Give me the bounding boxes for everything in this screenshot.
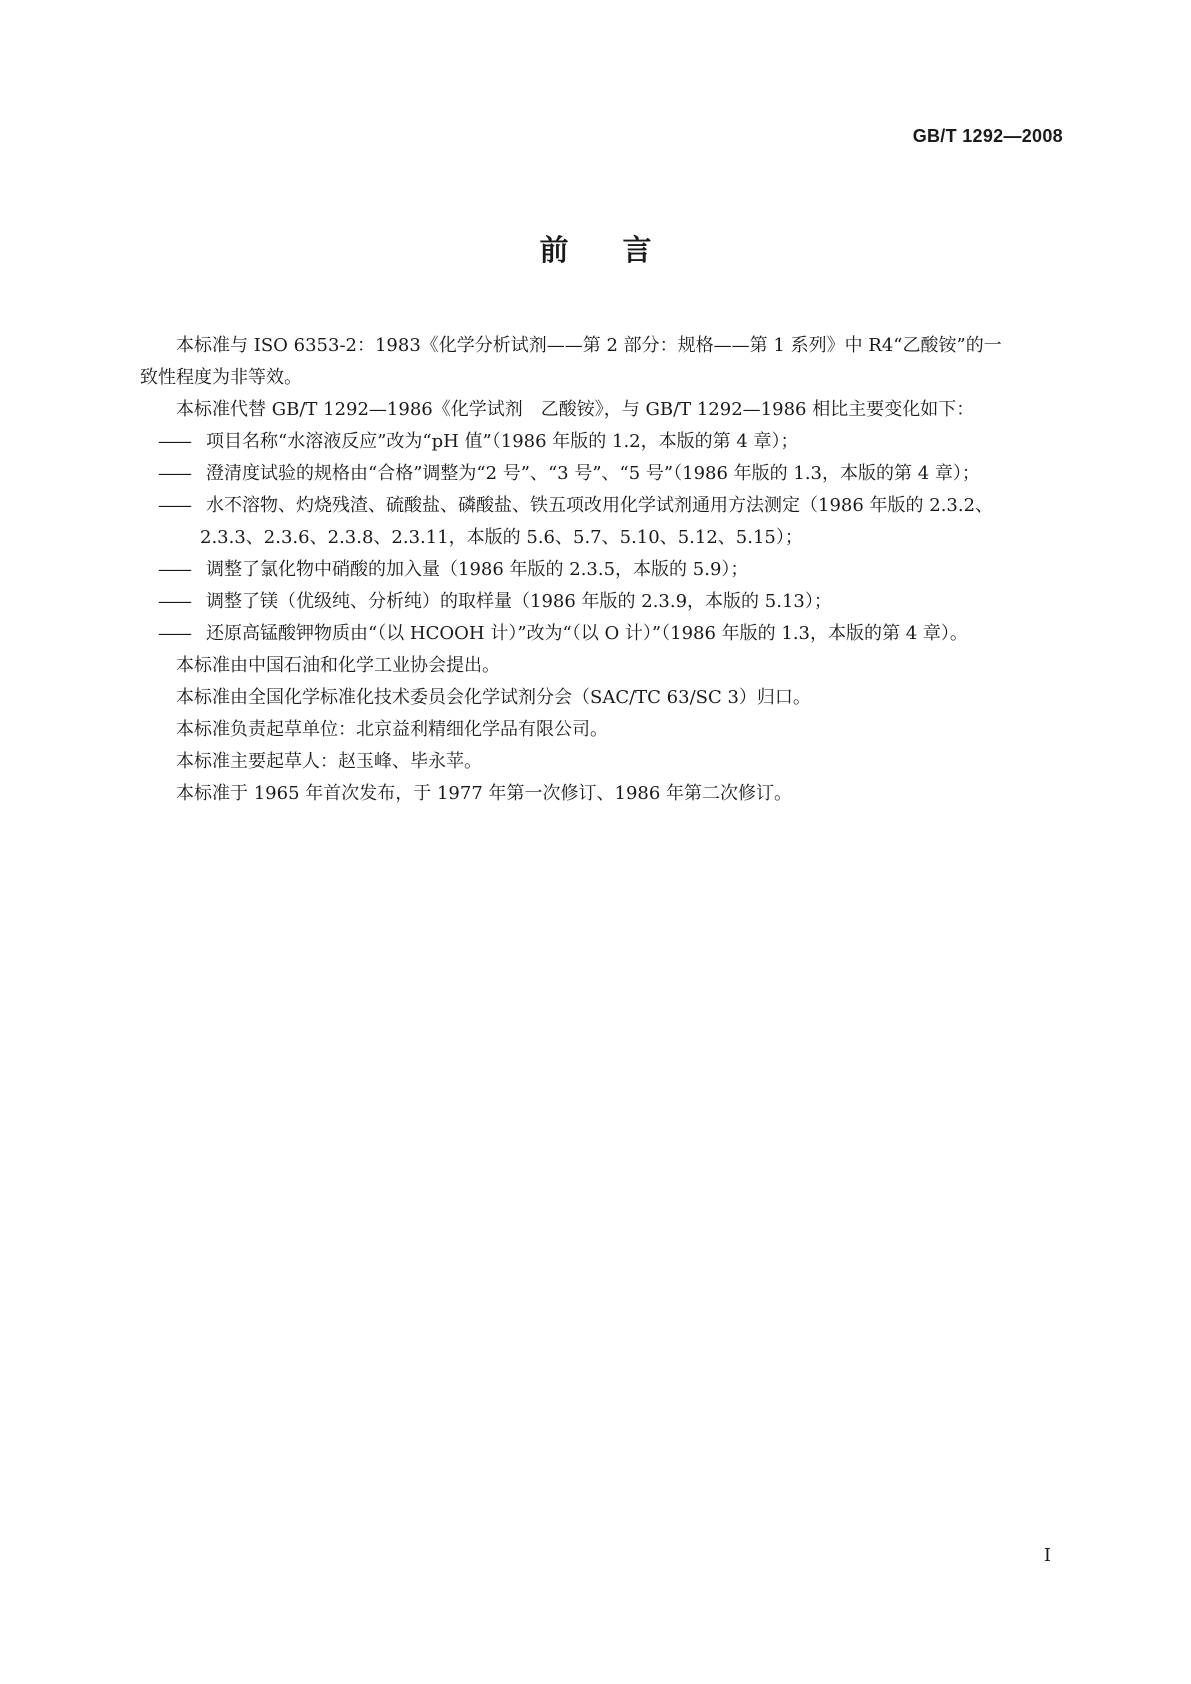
list-dash: ——	[158, 559, 190, 580]
standard-code: GB/T 1292—2008	[912, 126, 1063, 146]
list-item-continuation: 2.3.3、2.3.6、2.3.8、2.3.11，本版的 5.6、5.7、5.10、5.12、5.15）；	[200, 527, 803, 548]
list-item-text: 调整了镁（优级纯、分析纯）的取样量（1986 年版的 2.3.9，本版的 5.13）；	[206, 591, 832, 612]
paragraph-proposer: 本标准由中国石油和化学工业协会提出。	[176, 655, 500, 676]
list-item	[160, 586, 1064, 618]
paragraph-committee: 本标准由全国化学标准化技术委员会化学试剂分会（SAC/TC 63/SC 3）归口。	[176, 687, 811, 708]
paragraph-drafters: 本标准主要起草人：赵玉峰、毕永苹。	[176, 751, 482, 772]
list-dash: ——	[158, 623, 190, 644]
changes-list	[158, 426, 1064, 650]
paragraph-line: 致性程度为非等效。	[140, 367, 302, 388]
list-item	[160, 618, 1064, 650]
page-number: I	[1043, 1545, 1051, 1566]
paragraph-line: 本标准与 ISO 6353-2：1983《化学分析试剂——第 2 部分：规格——第 1 系列》中 R4“乙酸铵”的一	[176, 335, 1002, 356]
paragraph-history: 本标准于 1965 年首次发布，于 1977 年第一次修订、1986 年第二次修订。	[176, 783, 793, 804]
list-item-text: 澄清度试验的规格由“合格”调整为“2 号”、“3 号”、“5 号”（1986 年版的 1.3，本版的第 4 章）；	[206, 463, 980, 484]
list-dash: ——	[158, 495, 190, 516]
list-item	[160, 554, 1064, 586]
paragraph-replaces: 本标准代替 GB/T 1292—1986《化学试剂 乙酸铵》，与 GB/T 1292—1986 相比主要变化如下：	[176, 399, 975, 420]
foreword-body	[140, 330, 1064, 810]
list-item-text: 还原高锰酸钾物质由“（以 HCOOH 计）”改为“（以 O 计）”（1986 年版的 1.3，本版的第 4 章）。	[206, 623, 968, 644]
list-item	[160, 490, 1064, 554]
list-item	[160, 426, 1064, 458]
list-dash: ——	[158, 431, 190, 452]
paragraph-drafting-unit: 本标准负责起草单位：北京益利精细化学品有限公司。	[176, 719, 608, 740]
paragraph-equivalence	[140, 330, 1064, 394]
list-dash: ——	[158, 591, 190, 612]
list-item-text: 项目名称“水溶液反应”改为“pH 值”（1986 年版的 1.2，本版的第 4 章）；	[206, 431, 799, 452]
list-item	[160, 458, 1064, 490]
list-item-text: 调整了氯化物中硝酸的加入量（1986 年版的 2.3.5，本版的 5.9）；	[206, 559, 749, 580]
list-dash: ——	[158, 463, 190, 484]
list-item-text: 水不溶物、灼烧残渣、硫酸盐、磷酸盐、铁五项改用化学试剂通用方法测定（1986 年版的 2.3.2、	[206, 495, 994, 516]
page-title: 前言	[539, 233, 706, 267]
